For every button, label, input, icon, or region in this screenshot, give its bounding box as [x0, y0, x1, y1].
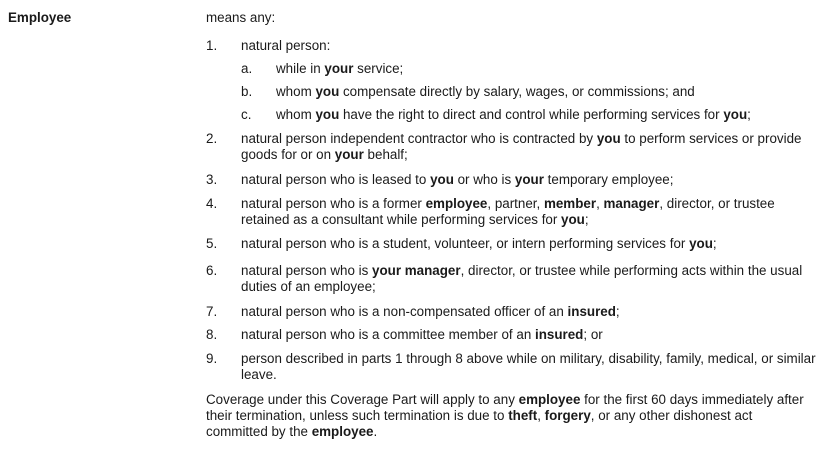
definition-intro: means any:	[206, 10, 276, 25]
item-number: 2.	[206, 131, 218, 146]
item-text: natural person:	[241, 38, 331, 53]
subitem-letter: a.	[241, 61, 253, 76]
item-text: natural person who is a committee member of an insured; or	[241, 327, 603, 342]
subitem-text: whom you have the right to direct and control while performing services for you;	[276, 107, 751, 122]
item-number: 6.	[206, 263, 218, 278]
item-text: natural person who is your manager, director, or trustee while performing acts within the usual duties of an employee;	[241, 263, 803, 294]
item-text: person described in parts 1 through 8 above while on military, disability, family, medical, or similar leave.	[241, 351, 816, 382]
item-text: natural person independent contractor who is contracted by you to perform services or provide goods for or on your behalf;	[241, 131, 802, 162]
item-text: natural person who is a non-compensated officer of an insured;	[241, 304, 620, 319]
item-number: 8.	[206, 327, 218, 342]
subitem-text: whom you compensate directly by salary, wages, or commissions; and	[276, 84, 695, 99]
item-number: 9.	[206, 351, 218, 366]
item-number: 7.	[206, 304, 218, 319]
item-text: natural person who is a student, volunteer, or intern performing services for you;	[241, 236, 717, 251]
item-text: natural person who is leased to you or who is your temporary employee;	[241, 172, 674, 187]
closing-paragraph: Coverage under this Coverage Part will apply to any employee for the first 60 days immediately after their termination, unless such termination is due to theft, forgery, or any other dishonest act committed by the employee.	[206, 392, 804, 439]
item-number: 5.	[206, 236, 218, 251]
item-text: natural person who is a former employee, partner, member, manager, director, or trustee retained as a consultant while performing services for you;	[241, 196, 775, 227]
subitem-letter: b.	[241, 84, 253, 99]
definition-term: Employee	[8, 10, 72, 25]
item-number: 3.	[206, 172, 218, 187]
item-number: 1.	[206, 38, 218, 53]
subitem-letter: c.	[241, 107, 252, 122]
subitem-text: while in your service;	[276, 61, 404, 76]
item-number: 4.	[206, 196, 218, 211]
